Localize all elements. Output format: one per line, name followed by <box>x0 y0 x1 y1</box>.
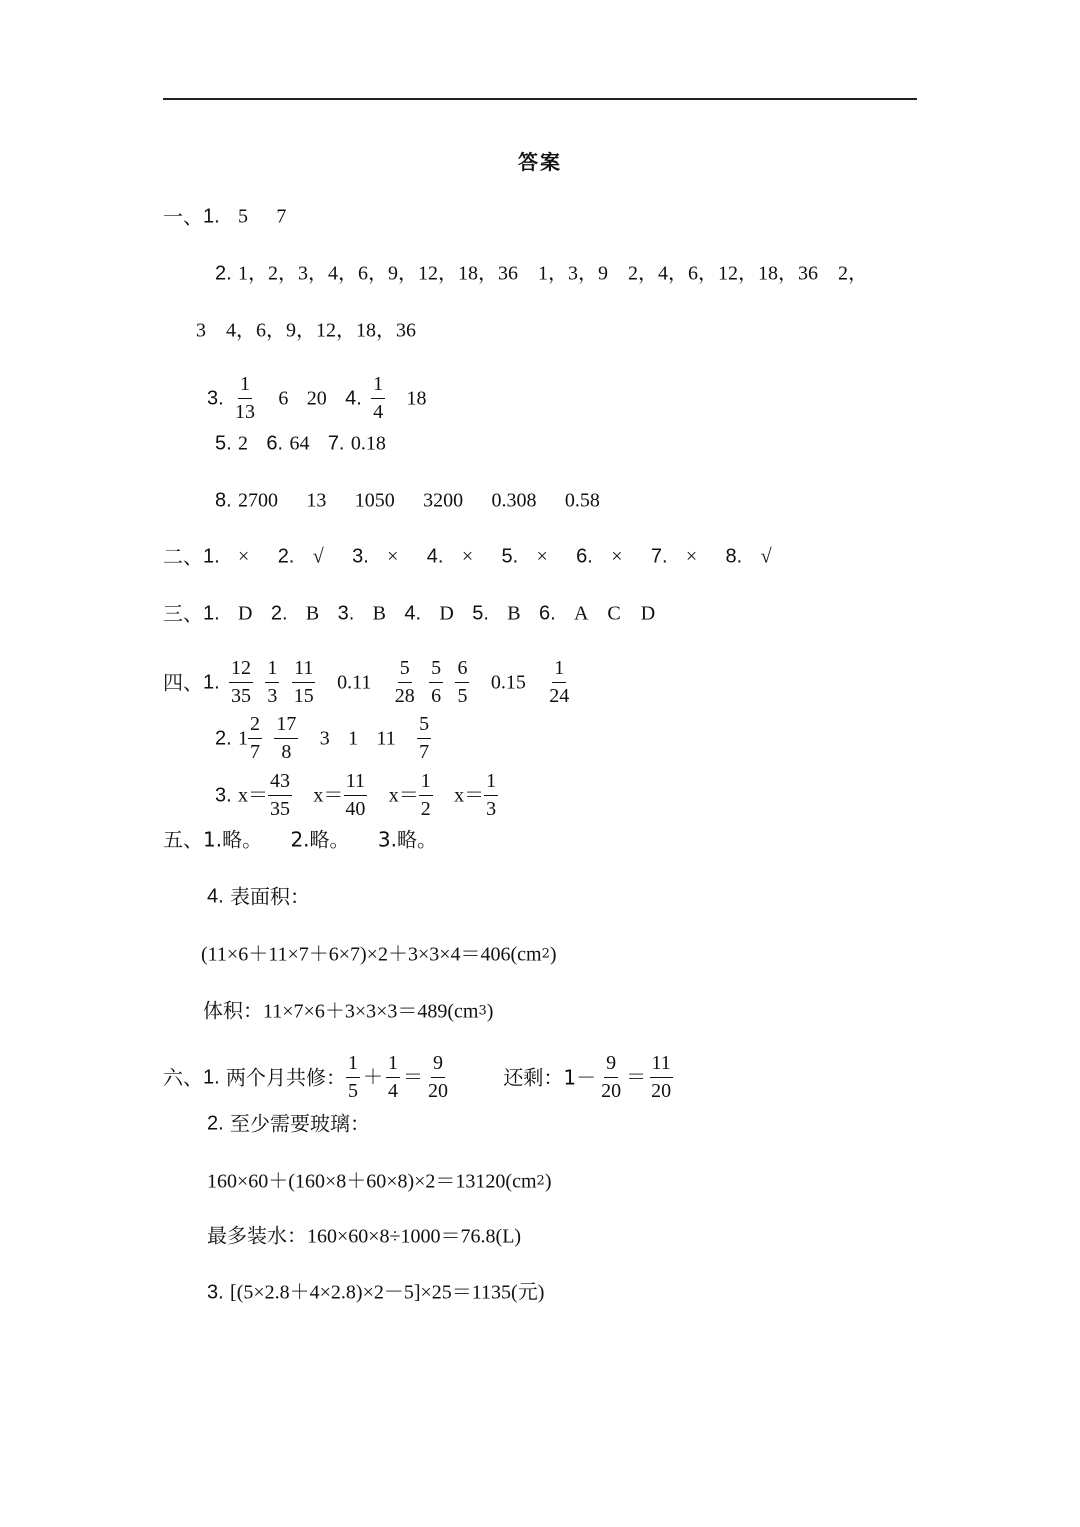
question-number: 4. <box>345 387 362 410</box>
exponent: 2 <box>536 1173 545 1189</box>
answer: 2.略。 <box>290 827 350 852</box>
question-number: 1. <box>203 671 220 694</box>
question-number: 1. <box>203 205 220 228</box>
cross-mark: × <box>611 545 623 568</box>
s5-q4-line <box>207 883 310 909</box>
answer: 1，2，3，4，6，9，12，18，36 1，3，9 2，4，6，12，18，36 2， <box>238 262 869 285</box>
fraction: $\frac{5}{6}$ <box>431 657 442 707</box>
question-number: 5. <box>501 545 519 568</box>
answer: 11 <box>376 727 396 750</box>
fraction: $\frac{11}{15}$ <box>293 657 314 707</box>
s4-q3-line <box>215 769 501 822</box>
answer: 0.18 <box>350 432 386 455</box>
exponent: 2 <box>541 946 550 962</box>
question-number: 3. <box>207 1281 224 1304</box>
paren: ) <box>549 943 557 966</box>
question-number: 7. <box>650 545 668 568</box>
answer: D <box>439 602 454 625</box>
question-number: 3. <box>215 784 232 807</box>
s1-q3-line <box>207 372 427 425</box>
label: 至少需要玻璃： <box>230 1111 371 1136</box>
section-label: 一、 <box>163 204 203 229</box>
fraction: $\frac{1}{13}$ <box>235 373 256 423</box>
answer: B <box>372 602 386 625</box>
question-number: 2. <box>270 602 288 625</box>
s1-q2-line <box>215 260 868 286</box>
fraction: $\frac{1}{3}$ <box>267 657 278 707</box>
answer: A C D <box>574 602 656 625</box>
operator: ＋ <box>363 1066 384 1089</box>
equation: [(5×2.8＋4×2.8)×2－5]×25＝1135(元) <box>230 1281 545 1304</box>
fraction: $\frac{1}{5}$ <box>348 1052 359 1102</box>
answer: 1 <box>348 727 359 750</box>
answer: 5 <box>238 205 249 228</box>
question-number: 5. <box>215 432 232 455</box>
answer: 0.58 <box>564 489 600 512</box>
question-number: 4. <box>426 545 444 568</box>
question-number: 1. <box>203 545 220 568</box>
s6-q3-line <box>207 1279 544 1305</box>
fraction: $\frac{9}{20}$ <box>601 1052 622 1102</box>
fraction: $\frac{1}{24}$ <box>549 657 570 707</box>
cross-mark: × <box>387 545 399 568</box>
variable: x＝ <box>313 784 344 807</box>
question-number: 4. <box>404 602 422 625</box>
s6-q1-line <box>163 1051 676 1104</box>
s1-q1-line <box>163 203 286 229</box>
section-label: 二、 <box>163 544 203 569</box>
question-number: 2. <box>215 727 232 750</box>
question-number: 3. <box>207 387 224 410</box>
question-number: 8. <box>215 489 232 512</box>
answer: 0.308 <box>491 489 537 512</box>
equation: 最多装水：160×60×8÷1000＝76.8(L) <box>207 1225 522 1248</box>
s5-q4-calc1 <box>201 941 557 967</box>
question-number: 5. <box>472 602 489 625</box>
answer: 3 <box>319 727 330 750</box>
fraction: $\frac{2}{7}$ <box>250 713 261 763</box>
question-number: 6. <box>266 432 284 455</box>
answer: 3.略。 <box>377 827 437 852</box>
answer: 2700 <box>238 489 279 512</box>
question-number: 2. <box>215 262 232 285</box>
answer: 20 <box>306 387 327 410</box>
section-label: 六、 <box>163 1065 203 1090</box>
equation: 体积：11×7×6＋3×3×3＝489(cm <box>203 1000 479 1023</box>
label: 表面积： <box>230 884 311 909</box>
answer: D <box>238 602 253 625</box>
answer: 6 <box>278 387 289 410</box>
cross-mark: × <box>536 545 548 568</box>
answer: 7 <box>276 205 287 228</box>
section-label: 四、 <box>163 670 203 695</box>
s6-q2-calc1 <box>207 1168 551 1194</box>
fraction: $\frac{1}{4}$ <box>388 1052 399 1102</box>
variable: x＝ <box>454 784 485 807</box>
variable: x＝ <box>238 784 269 807</box>
exponent: 3 <box>478 1003 487 1019</box>
fraction: $\frac{5}{7}$ <box>419 713 430 763</box>
answer: 2 <box>238 432 249 455</box>
question-number: 2. <box>277 545 295 568</box>
answer: 1050 <box>354 489 395 512</box>
answer: 64 <box>289 432 310 455</box>
s1-q8-line <box>215 487 600 513</box>
cross-mark: × <box>461 545 474 568</box>
label: 两个月共修： <box>226 1065 347 1090</box>
answer: 18 <box>406 387 427 410</box>
fraction: $\frac{5}{28}$ <box>394 657 415 707</box>
fraction: $\frac{11}{20}$ <box>651 1052 672 1102</box>
fraction: $\frac{6}{5}$ <box>457 657 468 707</box>
question-number: 7. <box>327 432 345 455</box>
s4-q2-line <box>215 712 434 765</box>
equation: (11×6＋11×7＋6×7)×2＋3×3×4＝406(cm <box>201 943 542 966</box>
variable: x＝ <box>388 784 419 807</box>
question-number: 3. <box>352 545 369 568</box>
cross-mark: × <box>238 545 250 568</box>
s5-q1-3-line <box>163 826 437 852</box>
answer: B <box>305 602 320 625</box>
s4-q1-line <box>163 656 574 709</box>
s6-q2-line <box>207 1110 370 1136</box>
fraction: $\frac{43}{35}$ <box>270 770 291 820</box>
answer: B <box>507 602 521 625</box>
s6-q2-calc2 <box>207 1223 521 1249</box>
answer: 0.15 <box>490 671 526 694</box>
operator: ＝ <box>403 1066 424 1089</box>
header-rule <box>163 98 917 100</box>
answer: 1.略。 <box>203 827 263 852</box>
question-number: 6. <box>538 602 556 625</box>
operator: ＝ <box>626 1066 647 1089</box>
paren: ) <box>544 1170 552 1193</box>
fraction: $\frac{11}{40}$ <box>345 770 366 820</box>
check-mark: √ <box>312 545 324 568</box>
question-number: 4. <box>207 885 224 908</box>
answer: 3200 <box>423 489 464 512</box>
fraction: $\frac{1}{4}$ <box>373 373 384 423</box>
question-number: 8. <box>725 545 743 568</box>
question-number: 3. <box>337 602 355 625</box>
question-number: 1. <box>203 602 220 625</box>
check-mark: √ <box>760 545 772 568</box>
answer: 3 4，6，9，12，18，36 <box>196 319 416 342</box>
s1-q5-7-line <box>215 430 386 456</box>
fraction: $\frac{12}{35}$ <box>231 657 252 707</box>
section-label: 五、 <box>163 827 203 852</box>
fraction: $\frac{1}{3}$ <box>486 770 497 820</box>
page-title: 答案 <box>518 150 562 174</box>
answer: 13 <box>306 489 327 512</box>
answer: 0.11 <box>337 671 372 694</box>
question-number: 1. <box>203 1066 220 1089</box>
s1-q2-line2 <box>196 317 416 343</box>
equation: 160×60＋(160×8＋60×8)×2＝13120(cm <box>207 1170 537 1193</box>
question-number: 2. <box>207 1112 224 1135</box>
label: 还剩：1－ <box>503 1065 597 1090</box>
mixed-whole: 1 <box>238 727 249 750</box>
fraction: $\frac{9}{20}$ <box>428 1052 449 1102</box>
fraction: $\frac{17}{8}$ <box>276 713 297 763</box>
paren: ) <box>486 1000 494 1023</box>
s3-line <box>163 600 655 626</box>
question-number: 6. <box>576 545 593 568</box>
section-label: 三、 <box>163 601 203 626</box>
fraction: $\frac{1}{2}$ <box>420 770 431 820</box>
s2-line <box>163 543 772 569</box>
s5-q4-calc2 <box>203 998 493 1024</box>
cross-mark: × <box>685 545 698 568</box>
